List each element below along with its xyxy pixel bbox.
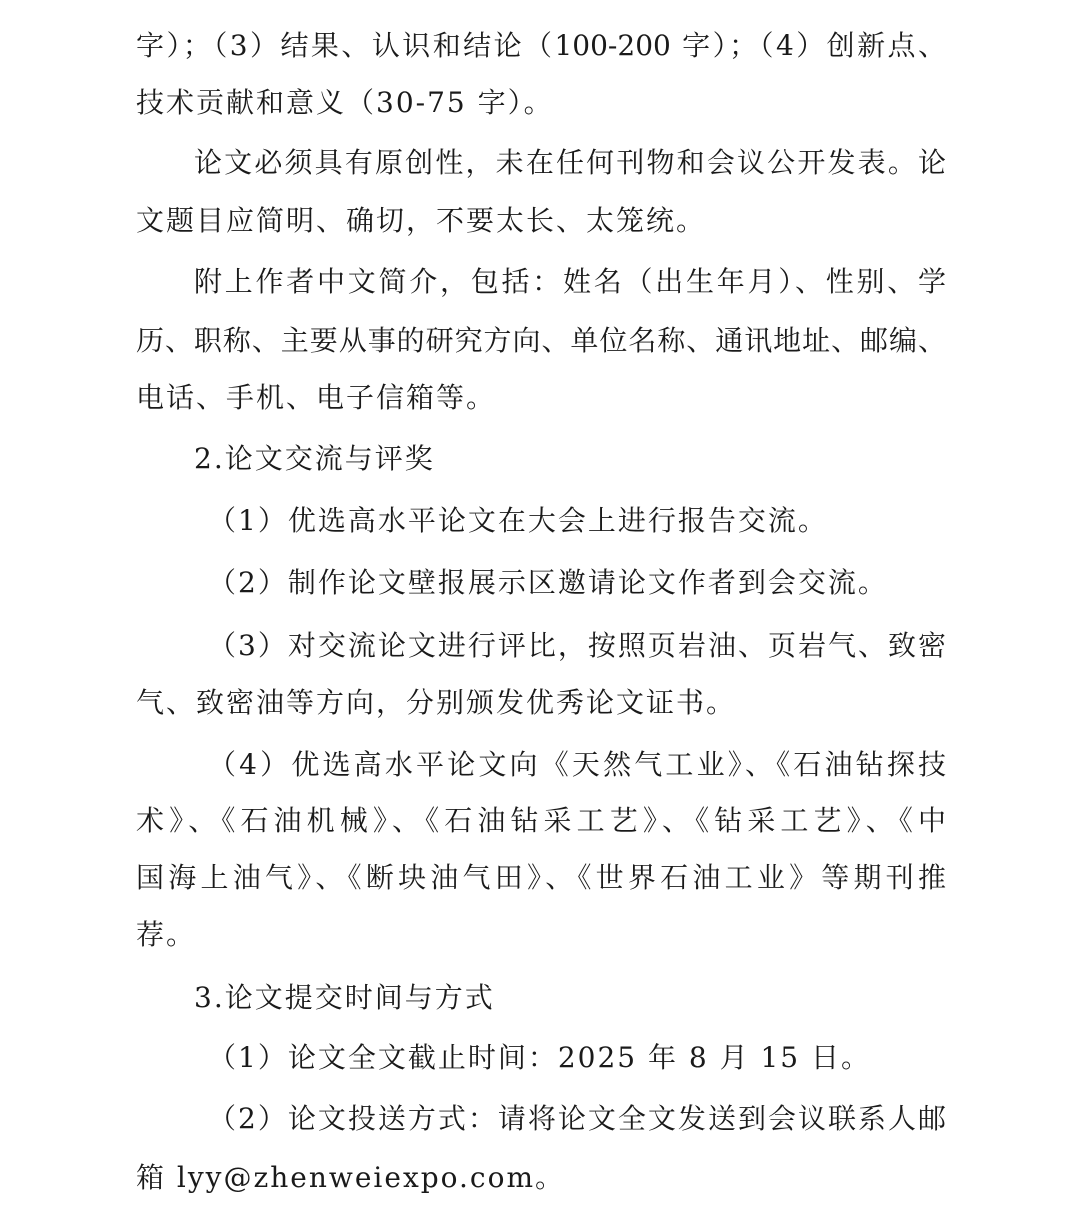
text-line: 文题目应简明、确切，不要太长、太笼统。 xyxy=(136,204,707,237)
text-line: 荐。 xyxy=(136,918,197,951)
text-line: 电话、手机、电子信箱等。 xyxy=(136,381,497,414)
contact-email: 箱 lyy@zhenweiexpo.com。 xyxy=(136,1161,566,1194)
list-item: （1）论文全文截止时间：2025 年 8 月 15 日。 xyxy=(208,1041,872,1074)
section-heading-exchange-awards: 2.论文交流与评奖 xyxy=(194,442,435,475)
text-line: 国海上油气》、《断块油气田》、《世界石油工业》等期刊推 xyxy=(136,861,946,894)
list-item: （1）优选高水平论文在大会上进行报告交流。 xyxy=(208,504,828,537)
section-heading-submission: 3.论文提交时间与方式 xyxy=(194,981,495,1014)
paragraph-originality: 论文必须具有原创性，未在任何刊物和会议公开发表。论 xyxy=(194,146,946,179)
paragraph-author-bio: 附上作者中文简介，包括：姓名（出生年月）、性别、学 xyxy=(194,265,946,298)
text-line: 字）；（3）结果、认识和结论（100-200 字）；（4）创新点、 xyxy=(136,29,946,62)
text-line: 气、致密油等方向，分别颁发优秀论文证书。 xyxy=(136,686,737,719)
list-item: （3）对交流论文进行评比，按照页岩油、页岩气、致密 xyxy=(208,629,946,662)
list-item: （2）制作论文壁报展示区邀请论文作者到会交流。 xyxy=(208,566,888,599)
list-item: （2）论文投送方式：请将论文全文发送到会议联系人邮 xyxy=(208,1102,946,1135)
text-line: 术》、《石油机械》、《石油钻采工艺》、《钻采工艺》、《中 xyxy=(136,804,946,837)
text-line: 历、职称、主要从事的研究方向、单位名称、通讯地址、邮编、 xyxy=(136,324,946,357)
list-item: （4）优选高水平论文向《天然气工业》、《石油钻探技 xyxy=(208,748,946,781)
text-line: 技术贡献和意义（30-75 字）。 xyxy=(136,86,554,119)
